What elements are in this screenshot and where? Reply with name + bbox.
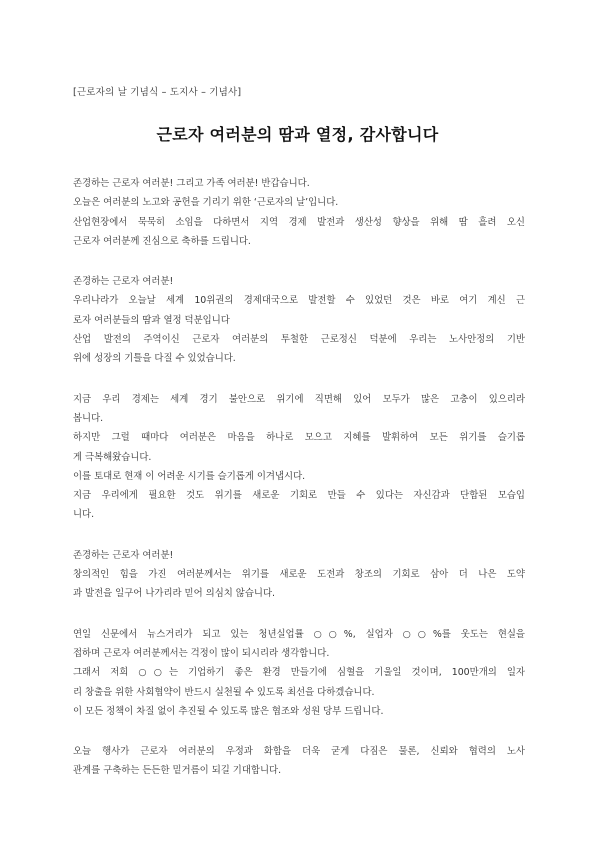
text-line: 오늘은 여러분의 노고와 공헌을 기리기 위한 ‘근로자의 날’입니다. xyxy=(73,197,339,209)
text-line: 그래서 저희 ○○는 기업하기 좋은 환경 만들기에 심혈을 기울일 것이며, 100만개의 일자 xyxy=(73,667,525,679)
text-line: 리 창출을 위한 사회협약이 반드시 실천될 수 있도록 최선을 다하겠습니다. xyxy=(73,686,375,698)
text-line: 위에 성장의 기틀을 다질 수 있었습니다. xyxy=(73,353,236,365)
text-line: 존경하는 근로자 여러분! 그리고 가족 여러분! 반갑습니다. xyxy=(73,178,310,189)
text-line: 니다. xyxy=(73,509,95,521)
text-line: 봅니다. xyxy=(73,412,104,424)
text-line: 산업현장에서 묵묵히 소임을 다하면서 지역 경제 발전과 생산성 향상을 위해 땀 흘려 오신 xyxy=(73,216,525,228)
text-line: 이를 토대로 현재 이 어려운 시기를 슬기롭게 이겨냅시다. xyxy=(73,470,306,482)
text-line: 하지만 그럴 때마다 여러분은 마음을 하나로 모으고 지혜를 발휘하여 모든 위기를 슬기롭 xyxy=(73,432,525,444)
text-line: 접하며 근로자 여러분께서는 걱정이 많이 되시리라 생각합니다. xyxy=(73,647,330,659)
text-line: 관계를 구축하는 든든한 밑거름이 되길 기대합니다. xyxy=(73,765,282,777)
paragraph xyxy=(73,272,525,368)
paragraph xyxy=(73,625,525,721)
text-line: 이 모든 정책이 차질 없이 추진될 수 있도록 많은 협조와 성원 당부 드립니다. xyxy=(73,705,384,717)
speech-body xyxy=(73,174,525,802)
text-line: 지금 우리에게 필요한 것도 위기를 새로운 기회로 만들 수 있다는 자신감과 단합된 모습입 xyxy=(73,490,525,502)
text-line: 창의적인 힘을 가진 여러분께서는 위기를 새로운 도전과 창조의 기회로 삼아 더 나은 도약 xyxy=(73,569,525,581)
text-line: 존경하는 근로자 여러분! xyxy=(73,276,174,288)
text-line: 오늘 행사가 근로자 여러분의 우정과 화합을 더욱 굳게 다짐은 물론, 신뢰와 협력의 노사 xyxy=(73,746,525,758)
text-line: 게 극복해왔습니다. xyxy=(73,451,152,463)
text-line: 산업 발전의 주역이신 근로자 여러분의 투철한 근로정신 덕분에 우리는 노사안정의 기반 xyxy=(73,334,525,346)
paragraph xyxy=(73,742,525,781)
paragraph xyxy=(73,546,525,604)
paragraph xyxy=(73,174,525,251)
text-line: 존경하는 근로자 여러분! xyxy=(73,549,174,561)
speech-category-label: [근로자의 날 기념식 – 도지사 – 기념사] xyxy=(73,87,242,98)
speech-title: 근로자 여러분의 땀과 열정, 감사합니다 xyxy=(156,125,439,144)
text-line: 우리나라가 오늘날 세계 10위권의 경제대국으로 발전할 수 있었던 것은 바로 여기 계신 근 xyxy=(73,295,525,307)
text-line: 로자 여러분들의 땀과 열정 덕분입니다 xyxy=(73,314,230,326)
text-line: 연일 신문에서 뉴스거리가 되고 있는 청년실업률 ○○%, 실업자 ○○%를 웃도는 현실을 xyxy=(73,628,525,640)
text-line: 지금 우리 경제는 세계 경기 불안으로 위기에 직면해 있어 모두가 많은 고충이 있으리라 xyxy=(73,393,525,405)
text-line: 과 발전을 일구어 나가리라 믿어 의심치 않습니다. xyxy=(73,588,275,600)
text-line: 근로자 여러분께 진심으로 축하를 드립니다. xyxy=(73,235,251,247)
paragraph xyxy=(73,390,525,525)
